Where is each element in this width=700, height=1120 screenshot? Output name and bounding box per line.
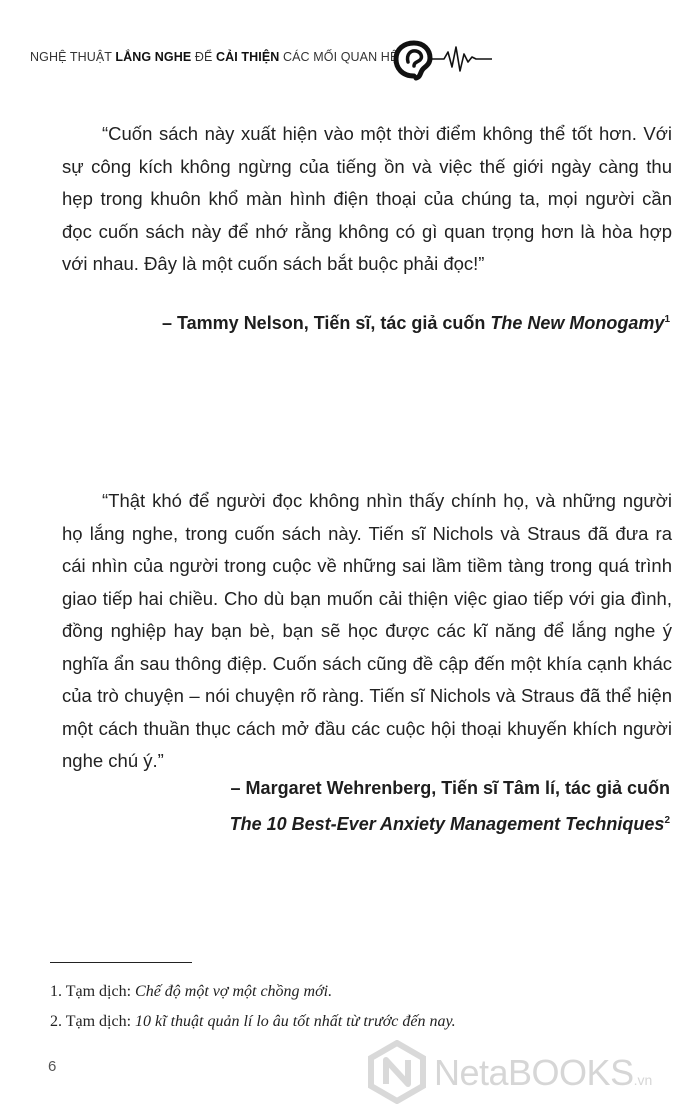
footnote-text: 10 kĩ thuật quản lí lo âu tốt nhất từ trước đến nay. [135, 1013, 456, 1030]
footnote-1 [50, 983, 332, 1001]
watermark-text [434, 1052, 652, 1094]
footnote-divider [50, 962, 192, 963]
footnote-2 [50, 1013, 456, 1031]
footnote-text: Chế độ một vợ một chồng mới. [135, 983, 333, 1000]
netabooks-watermark [366, 1040, 686, 1104]
ear-soundwave-icon [386, 40, 496, 88]
review-quote-1: “Cuốn sách này xuất hiện vào một thời điểm không thể tốt hơn. Với sự công kích không ngừng của tiếng ồn và việc thế giới ngày càng thu hẹp trong khuôn khổ màn hình điện thoại của chúng ta, mọi người cần đọc cuốn sách này để nhớ rằng không có gì quan trọng hơn là hòa hợp với nhau. Đây là một cuốn sách bắt buộc phải đọc!” [62, 123, 672, 274]
netabooks-logo-icon [366, 1040, 428, 1104]
running-header [30, 40, 670, 88]
page-number: 6 [48, 1058, 57, 1075]
footnote-ref: 1 [664, 314, 670, 325]
book-title: The 10 Best-Ever Anxiety Management Techniques [229, 814, 665, 834]
quote-2-book-title-line [230, 808, 670, 840]
attribution-text: – Tammy Nelson, Tiến sĩ, tác giả cuốn [161, 313, 491, 333]
footnote-ref: 2 [664, 815, 670, 826]
footnote-label: 2. Tạm dịch: [50, 1013, 136, 1030]
quote-1-attribution [162, 307, 670, 339]
watermark-suffix: .vn [633, 1072, 653, 1088]
quote-2-attribution: – Margaret Wehrenberg, Tiến sĩ Tâm lí, tác giả cuốn [230, 778, 670, 798]
watermark-brand: NetaBOOKS [434, 1052, 634, 1093]
book-title: The New Monogamy [490, 313, 665, 333]
header-text: NGHỆ THUẬT [30, 50, 116, 64]
header-text-bold: CẢI THIỆN [216, 50, 280, 64]
footnote-label: 1. Tạm dịch: [50, 983, 136, 1000]
header-text: ĐỂ [191, 50, 216, 64]
review-quote-2: “Thật khó để người đọc không nhìn thấy chính họ, và những người họ lắng nghe, trong cuốn sách này. Tiến sĩ Nichols và Straus đã đưa ra cái nhìn của người trong cuộc về những sai lầm tiềm tàng trong quá trình giao tiếp hai chiều. Cho dù bạn muốn cải thiện việc giao tiếp với gia đình, đồng nghiệp hay bạn bè, bạn sẽ học được các kĩ năng để lắng nghe ý nghĩa ẩn sau thông điệp. Cuốn sách cũng đề cập đến một khía cạnh khác của trò chuyện – nói chuyện rõ ràng. Tiến sĩ Nichols và Straus đã thể hiện một cách thuần thục cách mở đầu các cuộc hội thoại khuyến khích người nghe chú ý.” [62, 490, 672, 771]
book-title-header [30, 50, 398, 64]
header-text-bold: LẮNG NGHE [115, 50, 192, 64]
header-text: CÁC MỐI QUAN HỆ [279, 50, 399, 64]
